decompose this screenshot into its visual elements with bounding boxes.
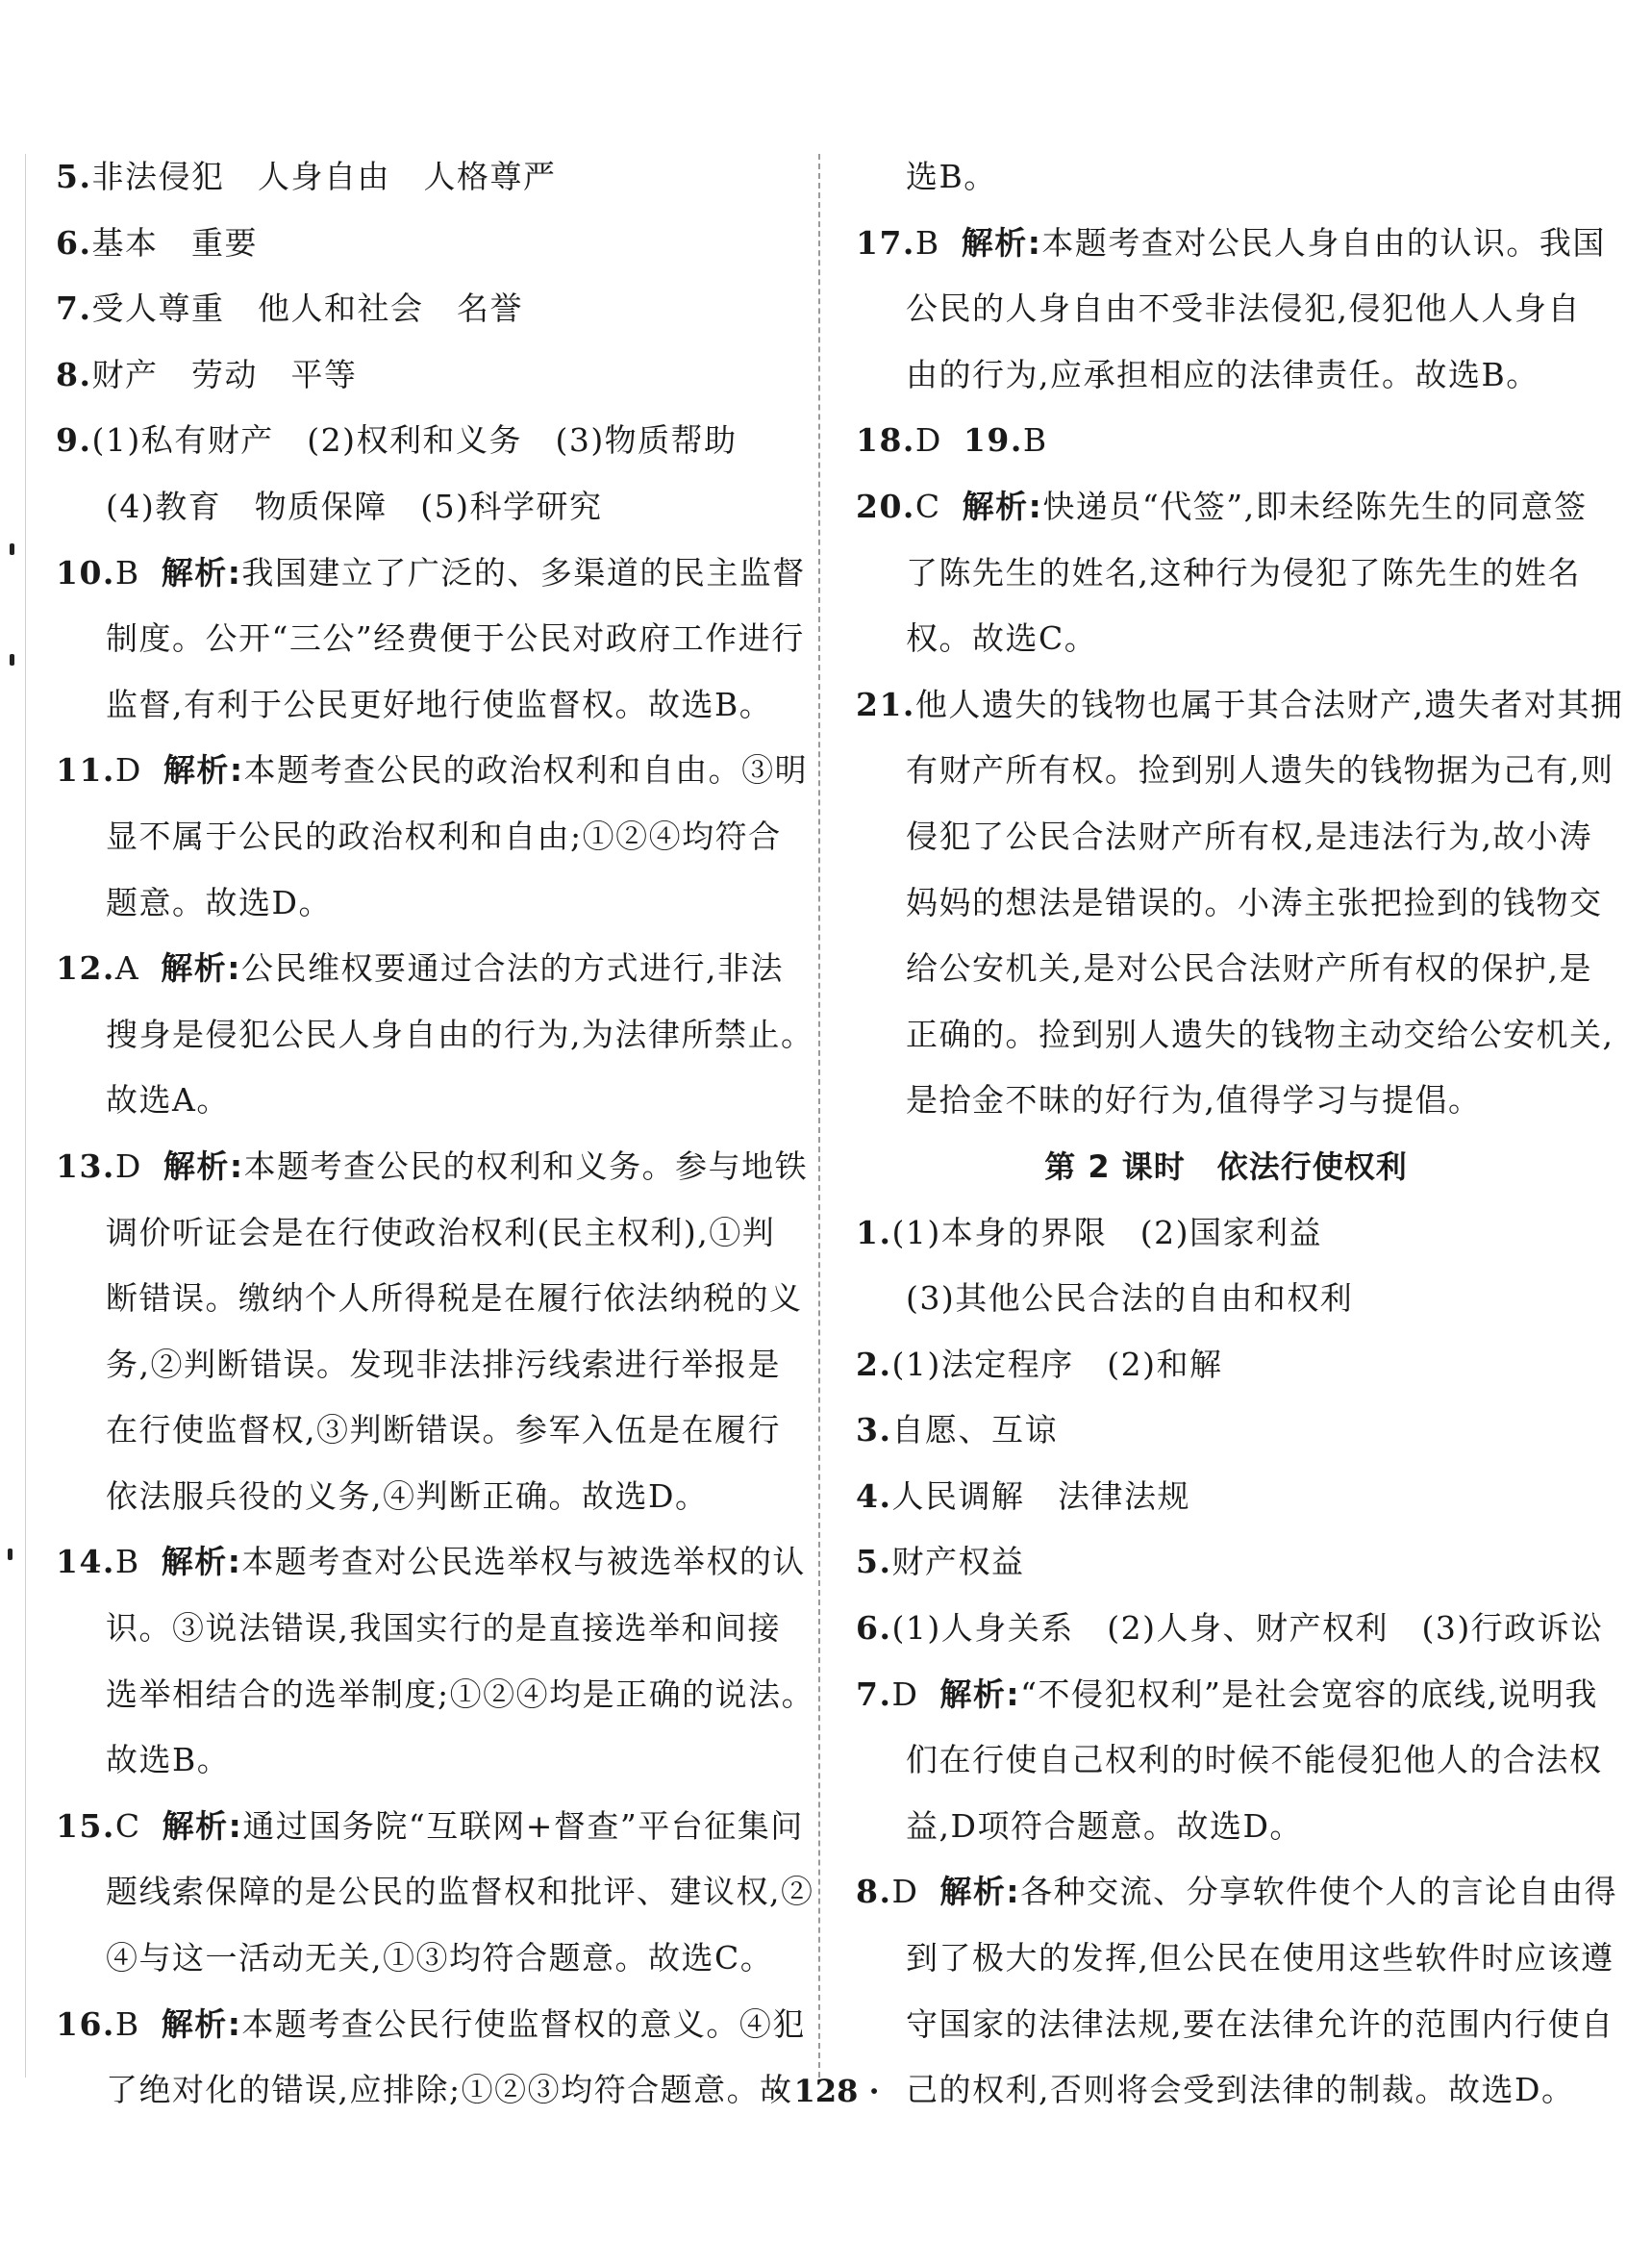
answer-text: 故选B。	[106, 1741, 231, 1779]
answer-line	[856, 1464, 1596, 1530]
answer-line	[56, 870, 796, 937]
column-divider	[818, 154, 820, 2078]
item-number: 18.	[856, 421, 915, 460]
answer-line	[856, 1068, 1596, 1134]
answer-line	[856, 342, 1596, 409]
answer-text: (1)法定程序 (2)和解	[891, 1345, 1223, 1383]
answer-line	[56, 474, 796, 541]
answer-text: 调价听证会是在行使政治权利(民主权利),①判	[106, 1213, 776, 1251]
answer-line	[856, 211, 1606, 277]
answer-line	[56, 738, 809, 804]
answer-text: 人民调解 法律法规	[891, 1476, 1190, 1515]
answer-line	[56, 276, 796, 342]
answer-letter: B	[1022, 421, 1048, 460]
answer-text: 识。③说法错误,我国实行的是直接选举和间接	[106, 1609, 781, 1648]
scan-mark	[10, 654, 14, 666]
answer-text: (1)私有财产 (2)权利和义务 (3)物质帮助	[91, 421, 738, 460]
item-number: 1.	[856, 1213, 892, 1251]
answer-line	[856, 1398, 1596, 1464]
answer-text: 显不属于公民的政治权利和自由;①②④均符合	[106, 817, 782, 855]
answer-line	[856, 1662, 1596, 1728]
answer-letter: A	[114, 949, 140, 988]
answer-letter: B	[914, 223, 940, 262]
answer-line	[56, 1200, 796, 1267]
answer-text: 财产权益	[891, 1543, 1025, 1581]
item-number: 15.	[56, 1806, 115, 1845]
answer-letter: D	[914, 421, 942, 460]
analysis-label: 解析:	[962, 487, 1043, 525]
answer-text: 权。故选C。	[906, 619, 1098, 658]
answer-line	[856, 474, 1596, 541]
answer-line	[56, 1794, 804, 1860]
answer-line	[56, 936, 796, 1002]
answer-text: 监督,有利于公民更好地行使监督权。故选B。	[106, 685, 773, 723]
answer-line	[56, 1926, 796, 1992]
answer-text: 是拾金不昧的好行为,值得学习与提倡。	[906, 1081, 1482, 1120]
answer-text: 正确的。捡到别人遗失的钱物主动交给公安机关,	[906, 1015, 1614, 1053]
item-number: 5.	[856, 1543, 892, 1581]
item-number: 8.	[56, 355, 92, 393]
answer-line	[856, 1596, 1604, 1662]
answer-line	[56, 1859, 814, 1926]
answer-line	[56, 1398, 796, 1464]
answer-text: 到了极大的发挥,但公民在使用这些软件时应该遵	[906, 1939, 1614, 1977]
answer-text: 题线索保障的是公民的监督权和批评、建议权,②	[106, 1873, 814, 1911]
analysis-label: 解析:	[939, 1873, 1021, 1911]
analysis-label: 解析:	[161, 553, 242, 592]
answer-text: (3)其他公民合法的自由和权利	[906, 1279, 1354, 1318]
answer-line	[56, 1134, 809, 1200]
answer-line	[56, 211, 796, 277]
answer-text: 给公安机关,是对公民合法财产所有权的保护,是	[906, 949, 1592, 988]
answer-text: 守国家的法律法规,要在法律允许的范围内行使自	[906, 2004, 1614, 2043]
answer-text: 了陈先生的姓名,这种行为侵犯了陈先生的姓名	[906, 553, 1581, 592]
answer-line	[56, 1464, 796, 1530]
answer-text: 选举相结合的选举制度;①②④均是正确的说法。	[106, 1675, 815, 1713]
answer-line	[856, 1266, 1596, 1332]
item-number: 21.	[856, 685, 915, 723]
answer-line	[56, 1332, 796, 1398]
answer-text: 快递员“代签”,即未经陈先生的同意签	[1042, 487, 1588, 525]
answer-line	[856, 1727, 1603, 1794]
answer-text: (1)本身的界限 (2)国家利益	[891, 1213, 1322, 1251]
item-number: 13.	[56, 1146, 115, 1185]
analysis-label: 解析:	[162, 1806, 243, 1845]
item-number: 19.	[963, 421, 1023, 460]
answer-line	[856, 672, 1624, 739]
answer-text: 自愿、互谅	[891, 1411, 1058, 1449]
answer-text: 制度。公开“三公”经费便于公民对政府工作进行	[106, 619, 805, 658]
answer-line	[856, 1200, 1596, 1267]
answer-text: 选B。	[906, 158, 997, 195]
answer-line	[856, 1529, 1596, 1596]
answer-line	[856, 408, 1596, 474]
answer-line	[56, 672, 796, 739]
answer-text: 本题考查公民的政治权利和自由。③明	[243, 751, 809, 790]
answer-text: 财产 劳动 平等	[91, 355, 358, 393]
item-number: 20.	[856, 487, 915, 525]
answer-line	[56, 1727, 796, 1794]
answer-line	[856, 870, 1603, 937]
answer-text: 非法侵犯 人身自由 人格尊严	[91, 158, 557, 195]
right-column	[856, 144, 1624, 2124]
item-number: 16.	[56, 2004, 115, 2043]
right-column-top	[856, 144, 1624, 1134]
page-number: · 128 ·	[772, 2073, 880, 2109]
answer-line	[856, 1859, 1618, 1926]
answer-text: 本题考查对公民人身自由的认识。我国	[1041, 223, 1606, 262]
answer-text: 务,②判断错误。发现非法排污线索进行举报是	[106, 1345, 781, 1383]
answer-line	[56, 606, 805, 672]
answer-text: 各种交流、分享软件使个人的言论自由得	[1020, 1873, 1618, 1911]
answer-text: 依法服兵役的义务,④判断正确。故选D。	[106, 1476, 709, 1515]
answer-text: “不侵犯权利”是社会宽容的底线,说明我	[1020, 1675, 1598, 1713]
answer-text: 益,D项符合题意。故选D。	[906, 1806, 1303, 1845]
analysis-label: 解析:	[161, 949, 241, 988]
item-number: 7.	[56, 290, 92, 328]
item-number: 6.	[856, 1609, 892, 1648]
answer-line	[856, 738, 1614, 804]
answer-line	[56, 1002, 814, 1069]
answer-text: 们在行使自己权利的时候不能侵犯他人的合法权	[906, 1741, 1603, 1779]
answer-text: 有财产所有权。捡到别人遗失的钱物据为己有,则	[906, 751, 1614, 790]
answer-line	[856, 1332, 1596, 1398]
answer-text: 题意。故选D。	[106, 883, 332, 921]
answer-text: 搜身是侵犯公民人身自由的行为,为法律所禁止。	[106, 1015, 814, 1053]
answer-line	[56, 804, 796, 870]
answer-line	[856, 1002, 1614, 1069]
item-number: 2.	[856, 1345, 892, 1383]
answer-letter: D	[114, 751, 142, 790]
answer-line	[856, 144, 1596, 211]
answer-letter: D	[114, 1146, 142, 1185]
item-number: 6.	[56, 223, 92, 262]
item-number: 3.	[856, 1411, 892, 1449]
answer-text: 受人尊重 他人和社会 名誉	[91, 290, 523, 328]
answer-line	[56, 144, 796, 211]
item-number: 4.	[856, 1476, 892, 1515]
answer-line	[56, 342, 796, 409]
answer-line	[856, 1926, 1614, 1992]
answer-line	[856, 276, 1596, 342]
item-number: 5.	[56, 158, 92, 195]
answer-line	[56, 1662, 815, 1728]
analysis-label: 解析:	[961, 223, 1042, 262]
answer-text: 由的行为,应承担相应的法律责任。故选B。	[906, 355, 1539, 393]
scan-mark	[8, 1549, 13, 1560]
answer-letter: C	[114, 1806, 141, 1845]
answer-line	[56, 1992, 806, 2058]
answer-text: ④与这一活动无关,①③均符合题意。故选C。	[106, 1939, 774, 1977]
answer-line	[56, 1529, 806, 1596]
answer-text: 故选A。	[106, 1081, 230, 1120]
answer-text: 在行使监督权,③判断错误。参军入伍是在履行	[106, 1411, 781, 1449]
answer-letter: B	[114, 553, 140, 592]
answer-line	[56, 1266, 803, 1332]
answer-text: 公民维权要通过合法的方式进行,非法	[240, 949, 784, 988]
section-title: 第 2 课时 依法行使权利	[1044, 1147, 1408, 1185]
item-number: 12.	[56, 949, 115, 988]
margin-rule	[25, 154, 26, 2078]
answer-text: 妈妈的想法是错误的。小涛主张把捡到的钱物交	[906, 883, 1603, 921]
answer-letter: C	[914, 487, 941, 525]
answer-text: 断错误。缴纳个人所得税是在履行依法纳税的义	[106, 1279, 803, 1318]
item-number: 14.	[56, 1543, 115, 1581]
answer-letter: B	[114, 2004, 140, 2043]
analysis-label: 解析:	[163, 1146, 244, 1185]
answer-line	[856, 936, 1596, 1002]
answer-text: 己的权利,否则将会受到法律的制裁。故选D。	[906, 2071, 1575, 2109]
right-column-bottom	[856, 1200, 1618, 2124]
answer-text: 本题考查公民行使监督权的意义。④犯	[241, 2004, 806, 2043]
answer-line	[856, 606, 1596, 672]
answer-letter: B	[114, 1543, 140, 1581]
item-number: 17.	[856, 223, 915, 262]
answer-text: 公民的人身自由不受非法侵犯,侵犯他人人身自	[906, 290, 1581, 328]
answer-text: 基本 重要	[91, 223, 258, 262]
answer-text: 本题考查对公民选举权与被选举权的认	[241, 1543, 806, 1581]
answer-text: (4)教育 物质保障 (5)科学研究	[106, 487, 603, 525]
scan-mark	[10, 543, 14, 555]
answer-text: (1)人身关系 (2)人身、财产权利 (3)行政诉讼	[891, 1609, 1604, 1648]
item-number: 9.	[56, 421, 92, 460]
answer-line	[856, 1992, 1614, 2058]
answer-line	[56, 541, 806, 607]
item-number: 10.	[56, 553, 115, 592]
answer-line	[56, 1068, 796, 1134]
answer-text: 通过国务院“互联网+督查”平台征集问	[242, 1806, 804, 1845]
answer-line	[856, 804, 1596, 870]
analysis-label: 解析:	[939, 1675, 1021, 1713]
answer-text: 了绝对化的错误,应排除;①②③均符合题意。故	[106, 2071, 793, 2109]
answer-line	[56, 408, 796, 474]
answer-letter: D	[891, 1675, 919, 1713]
answer-line	[56, 1596, 796, 1662]
answer-text: 我国建立了广泛的、多渠道的民主监督	[241, 553, 806, 592]
answer-line	[856, 541, 1596, 607]
item-number: 8.	[856, 1873, 892, 1911]
analysis-label: 解析:	[161, 1543, 242, 1581]
answer-text: 本题考查公民的权利和义务。参与地铁	[243, 1146, 809, 1185]
item-number: 7.	[856, 1675, 892, 1713]
analysis-label: 解析:	[161, 2004, 242, 2043]
answer-text: 侵犯了公民合法财产所有权,是违法行为,故小涛	[906, 817, 1592, 855]
left-column	[56, 144, 815, 2124]
answer-letter: D	[891, 1873, 919, 1911]
answer-text: 他人遗失的钱物也属于其合法财产,遗失者对其拥	[914, 685, 1624, 723]
analysis-label: 解析:	[163, 751, 244, 790]
answer-line	[856, 1794, 1596, 1860]
item-number: 11.	[56, 751, 115, 790]
